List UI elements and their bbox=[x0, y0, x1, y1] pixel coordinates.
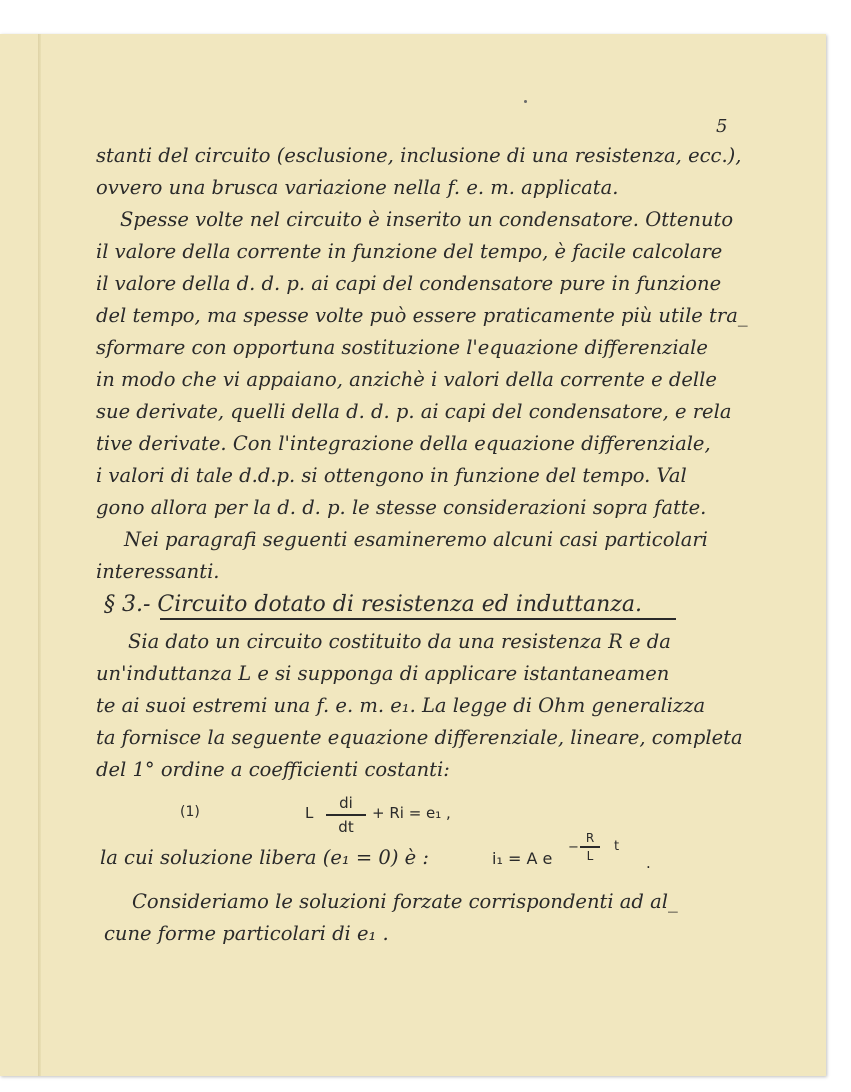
exponent-sign: − bbox=[568, 840, 579, 855]
paragraph-line: del tempo, ma spesse volte può essere praticamente più utile tra_ bbox=[96, 304, 748, 327]
paragraph-line: Spesse volte nel circuito è inserito un condensatore. Ottenuto bbox=[120, 208, 734, 231]
paragraph-line: stanti del circuito (esclusione, inclusione di una resistenza, ecc.), bbox=[96, 144, 742, 167]
paragraph-line: Nei paragrafi seguenti esamineremo alcuni casi particolari bbox=[124, 528, 708, 551]
paragraph-line: interessanti. bbox=[96, 560, 220, 583]
section-line: ta fornisce la seguente equazione differenziale, lineare, completa bbox=[96, 726, 743, 749]
closing-line: Consideriamo le soluzioni forzate corrispondenti ad al_ bbox=[132, 890, 678, 913]
paragraph-line: in modo che vi appaiano, anzichè i valori della corrente e delle bbox=[96, 368, 717, 391]
fraction-denominator: dt bbox=[338, 818, 354, 836]
closing-line: cune forme particolari di e₁ . bbox=[104, 922, 389, 945]
paragraph-line: gono allora per la d. d. p. le stesse considerazioni sopra fatte. bbox=[96, 496, 707, 519]
page-number: 5 bbox=[716, 116, 728, 137]
solution-formula: i₁ = A e bbox=[492, 849, 553, 868]
equation-number: (1) bbox=[180, 804, 200, 820]
fraction-numerator: di bbox=[339, 794, 353, 812]
ink-speck bbox=[524, 100, 527, 103]
paragraph-line: il valore della corrente in funzione del tempo, è facile calcolare bbox=[96, 240, 723, 263]
section-line: Sia dato un circuito costituito da una resistenza R e da bbox=[128, 630, 671, 653]
solution-text: la cui soluzione libera (e₁ = 0) è : bbox=[100, 846, 429, 869]
paragraph-line: sformare con opportuna sostituzione l'equazione differenziale bbox=[96, 336, 708, 359]
paragraph-line: tive derivate. Con l'integrazione della equazione differenziale, bbox=[96, 432, 711, 455]
paragraph-line: ovvero una brusca variazione nella f. e. m. applicata. bbox=[96, 176, 619, 199]
equation-rest: + Ri = e₁ , bbox=[372, 804, 451, 822]
page-fold bbox=[38, 34, 41, 1076]
heading-underline bbox=[160, 618, 676, 620]
paragraph-line: sue derivate, quelli della d. d. p. ai capi del condensatore, e rela bbox=[96, 400, 732, 423]
exponent-variable: t bbox=[614, 839, 620, 854]
equation-l: L bbox=[305, 804, 314, 822]
exponent-fraction-bar bbox=[580, 846, 600, 848]
section-line: te ai suoi estremi una f. e. m. e₁. La legge di Ohm generalizza bbox=[96, 694, 706, 717]
paragraph-line: il valore della d. d. p. ai capi del condensatore pure in funzione bbox=[96, 272, 722, 295]
section-heading: § 3.- Circuito dotato di resistenza ed induttanza. bbox=[104, 592, 642, 617]
paragraph-line: i valori di tale d.d.p. si ottengono in funzione del tempo. Val bbox=[96, 464, 687, 487]
section-line: del 1° ordine a coefficienti costanti: bbox=[96, 758, 450, 781]
exponent-numerator: R bbox=[585, 831, 595, 845]
fraction-bar bbox=[326, 814, 366, 816]
document-page bbox=[0, 34, 826, 1076]
section-line: un'induttanza L e si supponga di applicare istantaneamen bbox=[96, 662, 670, 685]
exponent-denominator: L bbox=[586, 849, 594, 863]
solution-period: . bbox=[646, 854, 651, 872]
